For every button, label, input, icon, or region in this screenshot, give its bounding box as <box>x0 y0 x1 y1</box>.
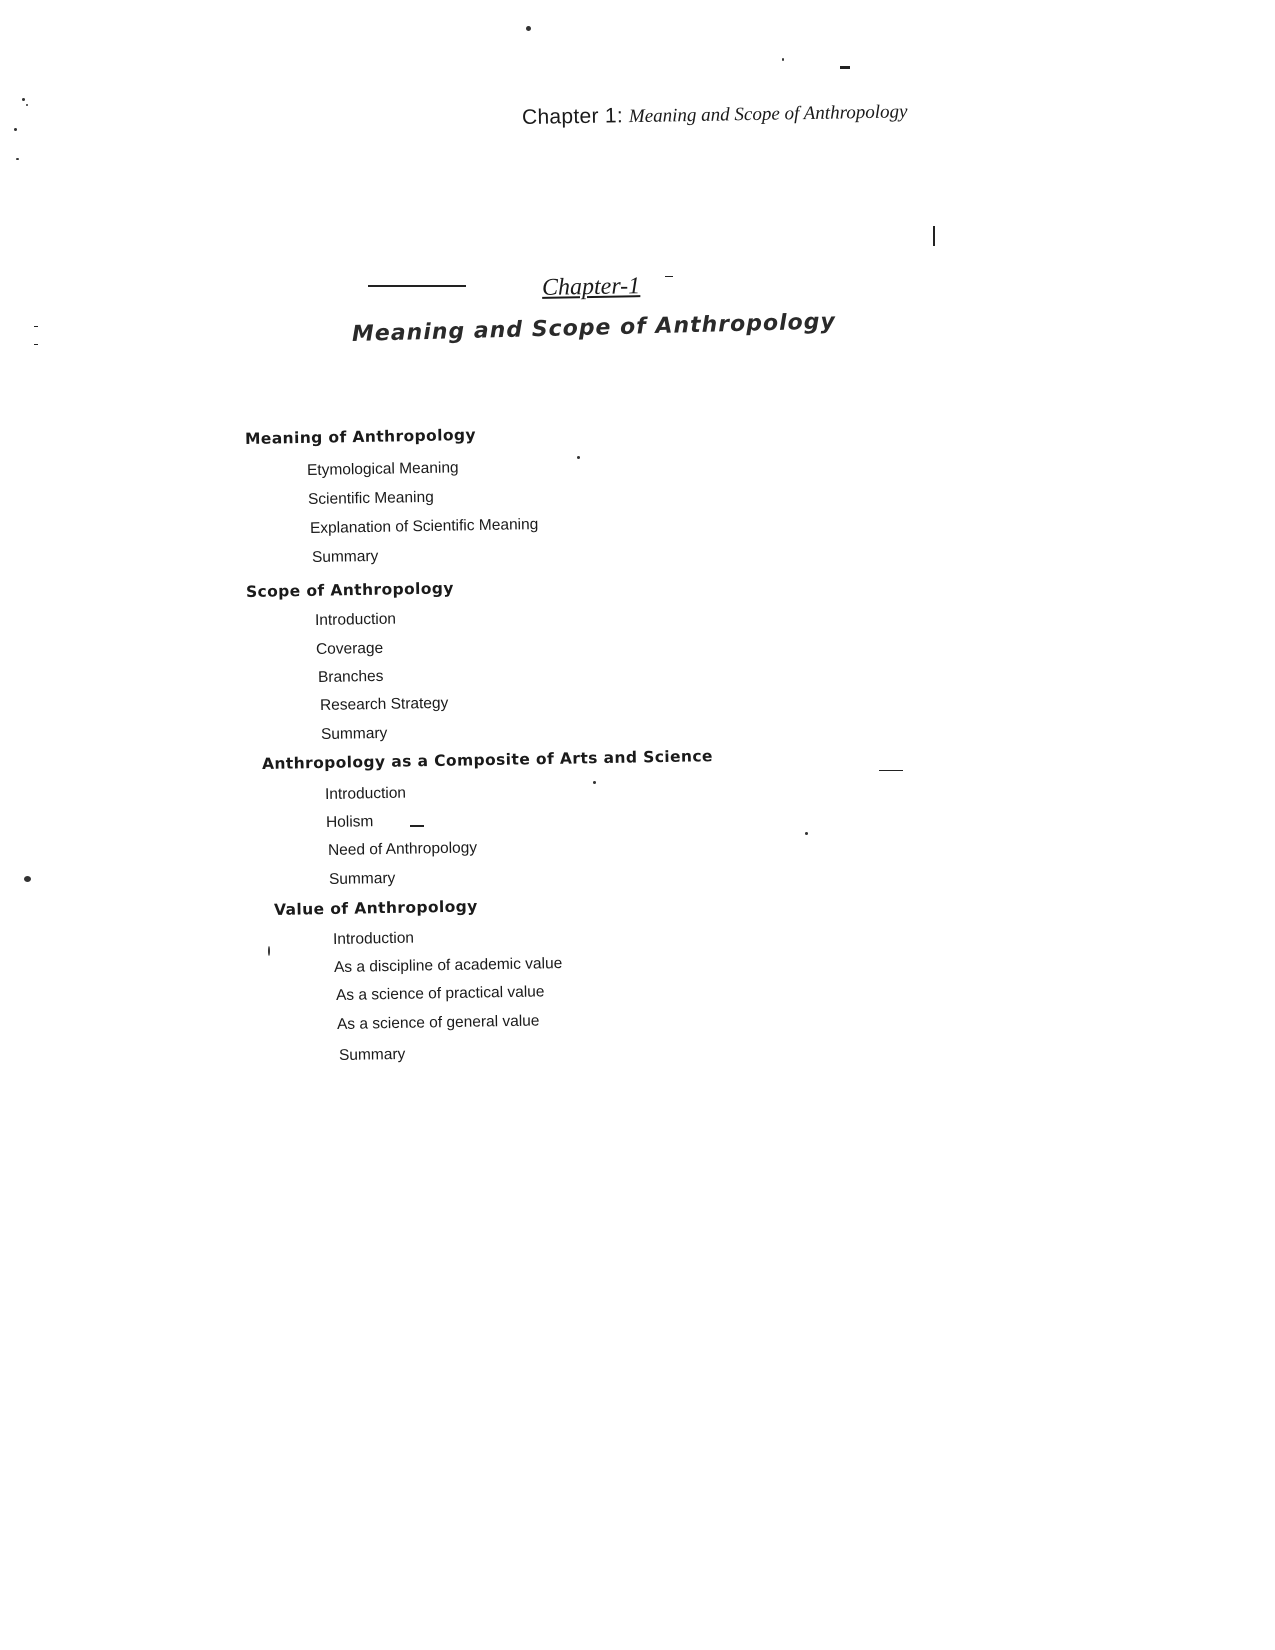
toc-item: Scientific Meaning <box>307 488 434 508</box>
toc-item: Holism <box>325 813 374 831</box>
toc-item: As a discipline of academic value <box>333 955 563 976</box>
speck <box>34 326 38 327</box>
speck <box>665 276 673 277</box>
speck <box>14 128 17 131</box>
speck <box>593 781 596 784</box>
speck <box>16 158 19 160</box>
speck <box>24 876 31 882</box>
toc-item: Research Strategy <box>319 694 449 714</box>
section-heading: Anthropology as a Composite of Arts and Science <box>261 747 714 773</box>
running-header-subtitle: Meaning and Scope of Anthropology <box>628 101 908 128</box>
section-heading: Meaning of Anthropology <box>244 425 477 448</box>
speck <box>526 26 531 31</box>
speck <box>805 832 808 835</box>
toc-item: Introduction <box>324 784 407 803</box>
chapter-title: Meaning and Scope of Anthropology <box>351 309 837 347</box>
section-heading: Scope of Anthropology <box>245 579 455 601</box>
speck <box>879 770 903 771</box>
toc-item: Summary <box>338 1045 406 1064</box>
toc-item: Introduction <box>314 610 397 629</box>
toc-item: As a science of general value <box>336 1012 540 1033</box>
toc-item: Need of Anthropology <box>327 839 478 859</box>
toc-item: Branches <box>317 667 384 686</box>
running-header-label: Chapter 1: <box>521 104 624 129</box>
chapter-label: Chapter-1 <box>541 273 641 301</box>
toc-item: Summary <box>328 869 396 888</box>
toc-item: As a science of practical value <box>335 983 545 1004</box>
toc-item: Introduction <box>332 929 415 948</box>
speck <box>840 66 850 69</box>
toc-item: Summary <box>311 547 379 566</box>
speck <box>577 456 580 459</box>
speck <box>34 344 38 345</box>
toc-item: Etymological Meaning <box>306 459 459 479</box>
toc-item: Explanation of Scientific Meaning <box>309 516 539 537</box>
toc-item: Summary <box>320 724 388 743</box>
speck <box>26 104 28 106</box>
speck <box>933 226 935 246</box>
toc-item: Coverage <box>315 639 384 658</box>
speck <box>22 98 25 101</box>
speck <box>268 946 270 956</box>
section-heading: Value of Anthropology <box>273 897 478 919</box>
speck <box>782 58 784 61</box>
speck <box>410 825 424 827</box>
